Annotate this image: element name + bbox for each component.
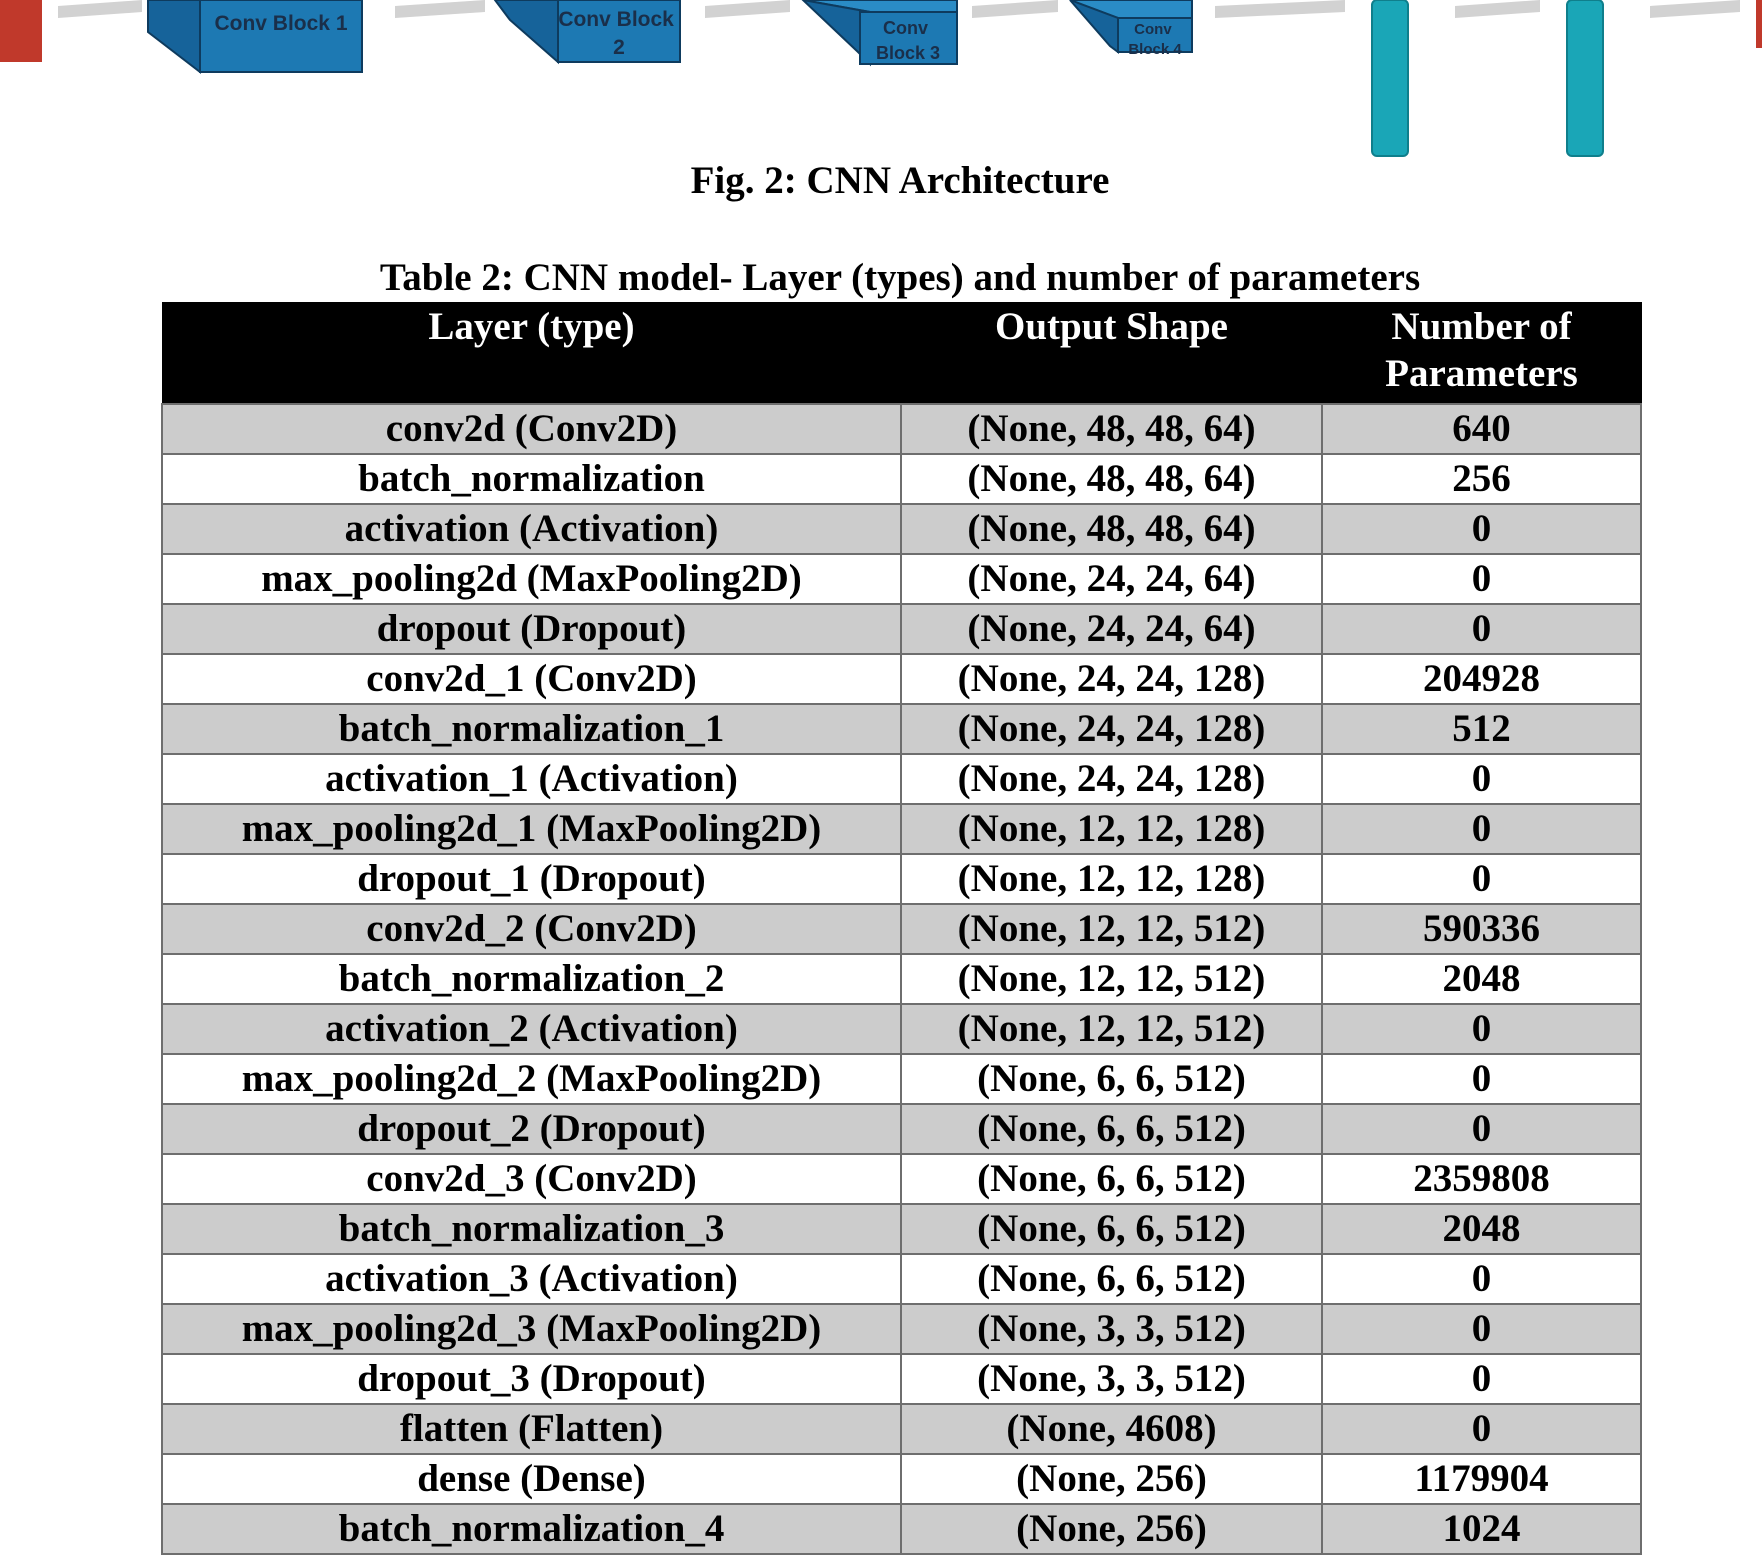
header-params-line1: Number of — [1391, 305, 1572, 348]
cell-layer-type: max_pooling2d_2 (MaxPooling2D) — [162, 1054, 901, 1104]
header-output-shape: Output Shape — [901, 303, 1322, 405]
cell-output-shape: (None, 48, 48, 64) — [901, 404, 1322, 454]
header-row — [162, 303, 1641, 405]
arrow-block2-to-block3 — [705, 0, 790, 18]
cell-layer-type: max_pooling2d_3 (MaxPooling2D) — [162, 1304, 901, 1354]
table-header — [162, 303, 1641, 405]
table-row — [162, 1104, 1641, 1154]
dense-bar-1 — [1372, 0, 1408, 156]
arrow-block1-to-block2 — [395, 0, 485, 18]
cell-layer-type: activation_1 (Activation) — [162, 754, 901, 804]
table-row — [162, 1054, 1641, 1104]
conv-block-1-label: Conv Block 1 — [214, 12, 348, 35]
table-row — [162, 1454, 1641, 1504]
table-row — [162, 854, 1641, 904]
cell-layer-type: conv2d_1 (Conv2D) — [162, 654, 901, 704]
arrow-dense1-to-dense2 — [1455, 0, 1540, 18]
cell-output-shape: (None, 12, 12, 128) — [901, 854, 1322, 904]
conv-block-4-label: Conv Block 4 — [1128, 21, 1182, 58]
cell-output-shape: (None, 3, 3, 512) — [901, 1304, 1322, 1354]
table-row — [162, 504, 1641, 554]
cell-parameter-count: 0 — [1322, 1104, 1641, 1154]
cell-output-shape: (None, 24, 24, 128) — [901, 704, 1322, 754]
cell-layer-type: flatten (Flatten) — [162, 1404, 901, 1454]
figure-caption: Fig. 2: CNN Architecture — [690, 159, 1110, 202]
table-row — [162, 454, 1641, 504]
cell-parameter-count: 2048 — [1322, 1204, 1641, 1254]
table-row — [162, 1504, 1641, 1554]
conv-block-2-side — [495, 0, 558, 62]
conv-block-3 — [803, 0, 957, 64]
cell-output-shape: (None, 12, 12, 512) — [901, 904, 1322, 954]
cell-parameter-count: 204928 — [1322, 654, 1641, 704]
cell-layer-type: dropout_3 (Dropout) — [162, 1354, 901, 1404]
table-row — [162, 904, 1641, 954]
cell-parameter-count: 590336 — [1322, 904, 1641, 954]
table-row — [162, 1354, 1641, 1404]
cell-output-shape: (None, 12, 12, 128) — [901, 804, 1322, 854]
arrow-dense2-to-output — [1650, 0, 1740, 18]
arrow-block4-to-dense1 — [1215, 0, 1345, 18]
table-row — [162, 1004, 1641, 1054]
header-layer-type: Layer (type) — [162, 303, 901, 405]
conv-block-1-front — [200, 0, 362, 72]
cell-layer-type: conv2d (Conv2D) — [162, 404, 901, 454]
table-row — [162, 704, 1641, 754]
conv-block-1-side — [148, 0, 200, 72]
cell-output-shape: (None, 3, 3, 512) — [901, 1354, 1322, 1404]
cell-layer-type: batch_normalization_3 — [162, 1204, 901, 1254]
cell-parameter-count: 0 — [1322, 854, 1641, 904]
cell-parameter-count: 256 — [1322, 454, 1641, 504]
cell-output-shape: (None, 6, 6, 512) — [901, 1204, 1322, 1254]
output-bar — [1756, 0, 1762, 48]
conv-block-1 — [148, 0, 362, 72]
cell-parameter-count: 0 — [1322, 1004, 1641, 1054]
cell-parameter-count: 2048 — [1322, 954, 1641, 1004]
cell-output-shape: (None, 256) — [901, 1454, 1322, 1504]
cell-parameter-count: 0 — [1322, 1304, 1641, 1354]
cell-output-shape: (None, 24, 24, 128) — [901, 754, 1322, 804]
table-row — [162, 954, 1641, 1004]
cell-parameter-count: 0 — [1322, 604, 1641, 654]
cell-layer-type: dropout_1 (Dropout) — [162, 854, 901, 904]
cell-parameter-count: 0 — [1322, 754, 1641, 804]
cell-output-shape: (None, 24, 24, 64) — [901, 604, 1322, 654]
cell-parameter-count: 2359808 — [1322, 1154, 1641, 1204]
conv-block-2-label: Conv Block 2 — [558, 8, 674, 59]
cell-parameter-count: 0 — [1322, 504, 1641, 554]
table-row — [162, 654, 1641, 704]
cell-layer-type: batch_normalization — [162, 454, 901, 504]
cell-layer-type: activation_2 (Activation) — [162, 1004, 901, 1054]
cell-layer-type: batch_normalization_4 — [162, 1504, 901, 1554]
arrow-input-to-block1 — [58, 0, 142, 18]
cell-layer-type: activation (Activation) — [162, 504, 901, 554]
cell-parameter-count: 1024 — [1322, 1504, 1641, 1554]
cell-parameter-count: 1179904 — [1322, 1454, 1641, 1504]
cnn-architecture-diagram — [0, 0, 1762, 160]
cell-layer-type: dropout (Dropout) — [162, 604, 901, 654]
cell-layer-type: activation_3 (Activation) — [162, 1254, 901, 1304]
cell-parameter-count: 512 — [1322, 704, 1641, 754]
header-number-of-parameters — [1322, 303, 1641, 405]
cell-output-shape: (None, 48, 48, 64) — [901, 504, 1322, 554]
cell-parameter-count: 0 — [1322, 804, 1641, 854]
table-row — [162, 604, 1641, 654]
cell-output-shape: (None, 4608) — [901, 1404, 1322, 1454]
table-row — [162, 1154, 1641, 1204]
cell-parameter-count: 0 — [1322, 1054, 1641, 1104]
cell-parameter-count: 0 — [1322, 1404, 1641, 1454]
cell-output-shape: (None, 6, 6, 512) — [901, 1054, 1322, 1104]
table-row — [162, 754, 1641, 804]
cell-parameter-count: 0 — [1322, 1354, 1641, 1404]
table-caption: Table 2: CNN model- Layer (types) and number of parameters — [379, 256, 1421, 299]
table-row — [162, 1304, 1641, 1354]
table-row — [162, 1204, 1641, 1254]
input-block — [0, 0, 42, 62]
table-body — [162, 404, 1641, 1554]
cell-output-shape: (None, 12, 12, 512) — [901, 954, 1322, 1004]
cell-output-shape: (None, 24, 24, 128) — [901, 654, 1322, 704]
arrow-block3-to-block4 — [972, 0, 1058, 18]
cell-output-shape: (None, 24, 24, 64) — [901, 554, 1322, 604]
conv-block-3-label: Conv Block 3 — [875, 18, 941, 63]
table-row — [162, 554, 1641, 604]
cell-layer-type: conv2d_3 (Conv2D) — [162, 1154, 901, 1204]
cell-output-shape: (None, 256) — [901, 1504, 1322, 1554]
table-row — [162, 1254, 1641, 1304]
cell-layer-type: dense (Dense) — [162, 1454, 901, 1504]
table-row — [162, 404, 1641, 454]
cell-output-shape: (None, 6, 6, 512) — [901, 1254, 1322, 1304]
conv-block-4 — [1070, 0, 1192, 58]
cell-output-shape: (None, 6, 6, 512) — [901, 1154, 1322, 1204]
cell-parameter-count: 640 — [1322, 404, 1641, 454]
conv-block-2 — [495, 0, 680, 62]
cell-parameter-count: 0 — [1322, 554, 1641, 604]
cell-output-shape: (None, 48, 48, 64) — [901, 454, 1322, 504]
header-params-line2: Parameters — [1385, 352, 1578, 395]
cell-layer-type: dropout_2 (Dropout) — [162, 1104, 901, 1154]
cnn-layer-table — [161, 302, 1642, 1555]
table-row — [162, 1404, 1641, 1454]
dense-bar-2 — [1567, 0, 1603, 156]
table-row — [162, 804, 1641, 854]
cell-output-shape: (None, 12, 12, 512) — [901, 1004, 1322, 1054]
cell-layer-type: batch_normalization_1 — [162, 704, 901, 754]
cell-layer-type: batch_normalization_2 — [162, 954, 901, 1004]
cell-layer-type: max_pooling2d (MaxPooling2D) — [162, 554, 901, 604]
cell-layer-type: max_pooling2d_1 (MaxPooling2D) — [162, 804, 901, 854]
cell-output-shape: (None, 6, 6, 512) — [901, 1104, 1322, 1154]
cell-layer-type: conv2d_2 (Conv2D) — [162, 904, 901, 954]
cell-parameter-count: 0 — [1322, 1254, 1641, 1304]
